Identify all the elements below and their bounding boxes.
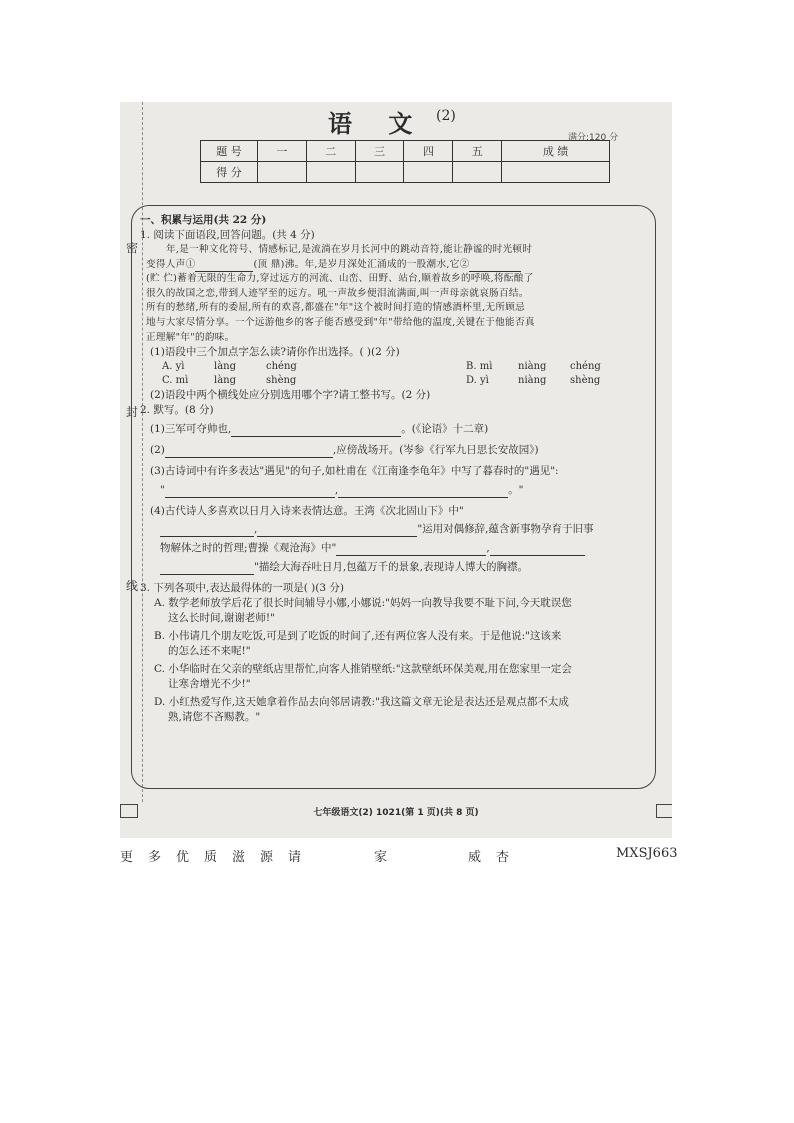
option-label[interactable]: C. mì: [162, 375, 189, 387]
passage-line: 很久的故国之恋,带到人迹罕至的远方。吼一声故乡便泪流满面,叫一声母亲就哀肠百结。: [146, 287, 529, 299]
section-1: [140, 213, 650, 725]
full-score: 满分:120 分: [568, 133, 619, 143]
table-cell: 一: [258, 141, 307, 162]
watermark-char: 滋: [232, 850, 246, 865]
score-input-cell[interactable]: [502, 162, 610, 183]
score-table-row: [201, 162, 610, 183]
question-2-4-line-2: [140, 522, 650, 537]
question-text: ": [160, 484, 165, 497]
table-cell: 四: [404, 141, 453, 162]
question-text: ,: [334, 484, 339, 497]
option-b[interactable]: B. 小伟请几个朋友吃饭,可是到了吃饭的时间了,还有两位客人没有来。于是他说:"这该来: [154, 630, 562, 643]
question-text: 。(《论语》十二章): [401, 423, 489, 436]
score-table: [200, 140, 610, 183]
option-c-cont: 让寒舍增光不少!": [168, 678, 251, 691]
question-text: ,: [254, 523, 258, 536]
seal-char-mi: 密: [126, 238, 138, 257]
option-text: chéng: [266, 361, 297, 373]
watermark-char: 源: [260, 850, 274, 865]
answer-blank-1[interactable]: [195, 260, 253, 272]
passage-line: (贮 伫)蓄着无限的生命力,穿过远方的河流、山峦、田野、站台,顺着故乡的呼唤,将酝酿了: [146, 273, 534, 285]
option-text: shèng: [266, 375, 297, 387]
passage-text: (顶 鼎)沸。年,是岁月深处汇涌成的一股潮水,它②: [253, 258, 470, 270]
watermark-code: MXSJ663: [616, 846, 678, 861]
score-input-cell[interactable]: [404, 162, 453, 183]
answer-blank[interactable]: [336, 544, 486, 556]
watermark-char: 威: [468, 850, 482, 865]
reading-passage: [140, 243, 650, 345]
watermark-char: 家: [374, 850, 388, 865]
table-cell: 成 绩: [502, 141, 610, 162]
question-2-4-line-4: [140, 560, 650, 575]
answer-blank[interactable]: [165, 486, 335, 498]
answer-blank[interactable]: [160, 525, 254, 537]
question-2-4-line-3: [140, 541, 650, 556]
table-cell: 题 号: [201, 141, 258, 162]
table-cell: 五: [453, 141, 502, 162]
question-1-2: (2)语段中两个横线处应分别选用哪个字?请工整书写。(2 分): [150, 389, 431, 402]
option-label[interactable]: A. yì: [162, 361, 185, 373]
question-text: (1)三军可夺帅也,: [150, 423, 232, 436]
seal-char-xian: 线: [126, 576, 138, 595]
score-table-row: [201, 141, 610, 162]
answer-blank[interactable]: [231, 425, 401, 437]
question-2-3-answer: [140, 483, 650, 498]
answer-blank[interactable]: [165, 446, 333, 458]
option-text: niàng: [518, 375, 547, 387]
passage-line: 所有的愁绪,所有的委屈,所有的欢喜,都盛在"年"这个被时间打造的情感酒杯里,无所顾忌: [146, 302, 525, 314]
watermark-char: 请: [288, 850, 302, 865]
page-subtitle: (2): [436, 108, 456, 124]
passage-line: 正理解"年"的韵味。: [146, 331, 235, 343]
option-text: làng: [214, 361, 237, 373]
page-title: 语 文: [328, 109, 427, 138]
option-a-cont: 这么长时间,谢谢老师!": [168, 612, 275, 625]
watermark-char: 杏: [496, 850, 510, 865]
question-text: "运用对偶修辞,蕴含新事物孕育于旧事: [417, 523, 594, 536]
seal-char-feng: 封: [126, 402, 138, 421]
question-3-stem: 3. 下列各项中,表达最得体的一项是( )(3 分): [140, 582, 344, 595]
question-2-stem: 2. 默写。(8 分): [140, 404, 214, 417]
option-text: shèng: [570, 375, 601, 387]
table-cell: 二: [306, 141, 355, 162]
question-text: "描绘大海吞吐日月,包蕴万千的景象,表现诗人博大的胸襟。: [254, 561, 529, 574]
question-2-2: [140, 443, 650, 458]
option-label[interactable]: D. yì: [466, 375, 489, 387]
question-text: (2): [150, 444, 165, 457]
question-1-1: (1)语段中三个加点字怎么读?请你作出选择。( )(2 分): [150, 346, 400, 359]
question-2-3: (3)古诗词中有许多表达"遇见"的句子,如杜甫在《江南逢李龟年》中写了暮春时的"遇见":: [150, 465, 559, 478]
option-label[interactable]: B. mì: [466, 361, 493, 373]
question-1-stem: 1. 阅读下面语段,回答问题。(共 4 分): [140, 229, 315, 241]
passage-text: 变得人声①: [146, 258, 196, 270]
option-text: làng: [214, 375, 237, 387]
table-cell: 得 分: [201, 162, 258, 183]
answer-blank[interactable]: [338, 486, 508, 498]
answer-blank[interactable]: [160, 563, 254, 575]
question-2-4: (4)古代诗人多喜欢以日月入诗来表情达意。王湾《次北固山下》中": [150, 505, 464, 518]
watermark-char: 优: [176, 850, 190, 865]
question-2-1: [140, 422, 650, 437]
score-input-cell[interactable]: [306, 162, 355, 183]
option-a[interactable]: A. 数学老师放学后花了很长时间辅导小娜,小娜说:"妈妈一向教导我要不耻下问,今天耽误您: [154, 597, 572, 610]
answer-blank[interactable]: [257, 525, 417, 537]
score-input-cell[interactable]: [355, 162, 404, 183]
question-text: ,: [486, 542, 490, 555]
passage-line: 地与大家尽情分享。一个远游他乡的客子能否感受到"年"带给他的温度,关键在于他能否真: [146, 316, 535, 328]
option-d-cont: 熟,请您不吝赐教。": [168, 711, 261, 724]
option-c[interactable]: C. 小华临时在父亲的壁纸店里帮忙,向客人推销壁纸:"这款壁纸环保美观,用在您家里一定会: [154, 663, 572, 676]
option-d[interactable]: D. 小红热爱写作,这天她拿着作品去向邻居请教:"我这篇文章无论是表达还是观点都不太成: [154, 696, 569, 709]
pinyin-options: [140, 360, 650, 388]
option-b-cont: 的怎么还不来呢!": [168, 645, 251, 658]
question-text: 。": [508, 484, 524, 497]
passage-line: 年,是一种文化符号、情感标记,是流淌在岁月长河中的跳动音符,能让静谧的时光顿时: [166, 244, 533, 255]
section-heading: 一、积累与运用(共 22 分): [140, 214, 267, 226]
watermark-char: 更: [120, 850, 134, 865]
score-input-cell[interactable]: [453, 162, 502, 183]
watermark-char: 多: [148, 850, 162, 865]
table-cell: 三: [355, 141, 404, 162]
question-text: 物解体之时的哲理;曹操《观沧海》中": [160, 542, 337, 555]
page-footer: 七年级语文(2) 1021(第 1 页)(共 8 页): [313, 808, 479, 818]
answer-blank-2[interactable]: [469, 260, 521, 272]
option-text: niàng: [518, 361, 547, 373]
score-input-cell[interactable]: [258, 162, 307, 183]
answer-blank[interactable]: [490, 544, 585, 556]
exam-photo: [120, 102, 672, 838]
question-text: ,应傍战场开。(岑参《行军九日思长安故园》): [332, 444, 539, 457]
watermark-char: 质: [204, 850, 218, 865]
passage-line: [146, 258, 650, 273]
option-text: chéng: [570, 361, 601, 373]
